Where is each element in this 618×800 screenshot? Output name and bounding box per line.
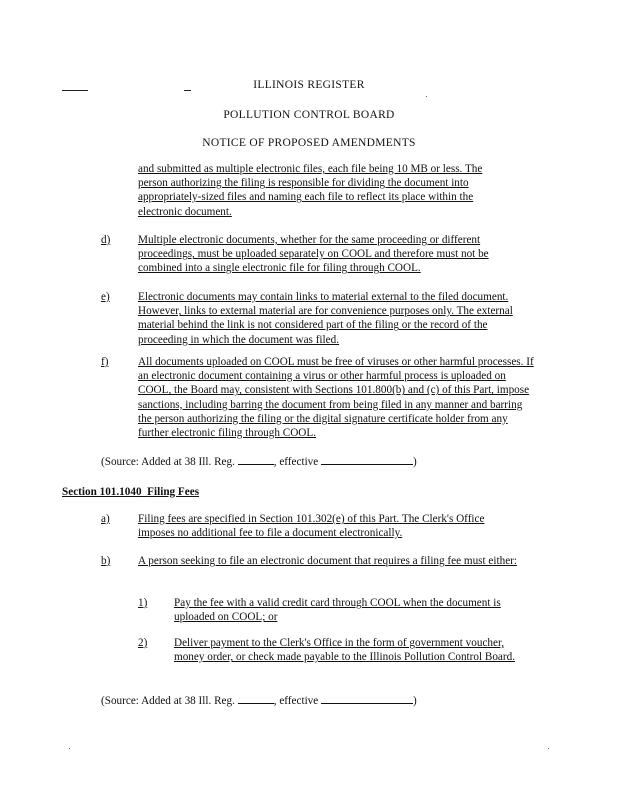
fee-item-a-label: a) — [101, 513, 110, 525]
reg-blank-2 — [238, 694, 274, 704]
register-title: ILLINOIS REGISTER — [253, 79, 365, 91]
board-title: POLLUTION CONTROL BOARD — [223, 109, 395, 121]
source-2-suffix: ) — [413, 695, 417, 707]
sub-item-1-text: Pay the fee with a valid credit card through COOL when the document is uploaded on COOL; or — [174, 597, 501, 624]
source-2-mid: , effective — [273, 695, 319, 707]
scan-speck — [69, 748, 70, 749]
source-1-prefix: (Source: Added at 38 Ill. Reg. — [101, 456, 235, 468]
item-f-label: f) — [101, 356, 109, 368]
fee-item-a-text: Filing fees are specified in Section 101.302(e) of this Part. The Clerk's Office imposes no additional fee to file a document electronically. — [138, 513, 485, 540]
reg-blank-1 — [238, 455, 274, 465]
source-1-mid: , effective — [273, 456, 319, 468]
item-e-label: e) — [101, 291, 110, 303]
source-note-2 — [101, 694, 417, 708]
sub-item-2-label: 2) — [138, 637, 148, 649]
sub-item-1-label: 1) — [138, 597, 148, 609]
section-title: Filing Fees — [147, 486, 200, 498]
fee-item-b-label: b) — [101, 555, 111, 567]
notice-title: NOTICE OF PROPOSED AMENDMENTS — [202, 137, 416, 149]
effective-blank-1 — [321, 455, 413, 465]
item-d-text: Multiple electronic documents, whether for the same proceeding or different proceedings, must be uploaded separately on COOL and therefore must not be combined into a single electronic file for filing through COOL. — [138, 234, 489, 275]
item-e-text: Electronic documents may contain links to material external to the filed document. However, links to external material are for convenience purposes only. The external material behind the link is not considered part of the filing or the record of the proceeding in which the document was filed. — [138, 291, 513, 346]
scan-speck — [548, 748, 549, 749]
source-note-1 — [101, 455, 417, 469]
sub-item-2-text: Deliver payment to the Clerk's Office in the form of government voucher, money order, or check made payable to the Illinois Pollution Control Board. — [174, 637, 516, 664]
fee-item-b-text: A person seeking to file an electronic document that requires a filing fee must either: — [138, 555, 518, 567]
item-d-label: d) — [101, 234, 111, 246]
scan-speck — [426, 96, 427, 97]
item-f-text: All documents uploaded on COOL must be free of viruses or other harmful processes. If an electronic document containing a virus or other harmful process is uploaded on COOL, the Board may, consistent with Sections 101.800(b) and (c) of this Part, impose sanctions, including barring the document from being filed in any manner and barring the person authorizing the filing or the digital signature certificate holder from any further electronic filing through COOL. — [138, 356, 534, 440]
section-heading — [62, 485, 199, 499]
continuation-paragraph: and submitted as multiple electronic files, each file being 10 MB or less. The person authorizing the filing is responsible for dividing the document into appropriately-sized files and naming each file to reflect its place within the electronic document. — [138, 163, 483, 218]
source-1-suffix: ) — [413, 456, 417, 468]
effective-blank-2 — [321, 694, 413, 704]
source-2-prefix: (Source: Added at 38 Ill. Reg. — [101, 695, 235, 707]
section-number: Section 101.1040 — [62, 486, 142, 498]
